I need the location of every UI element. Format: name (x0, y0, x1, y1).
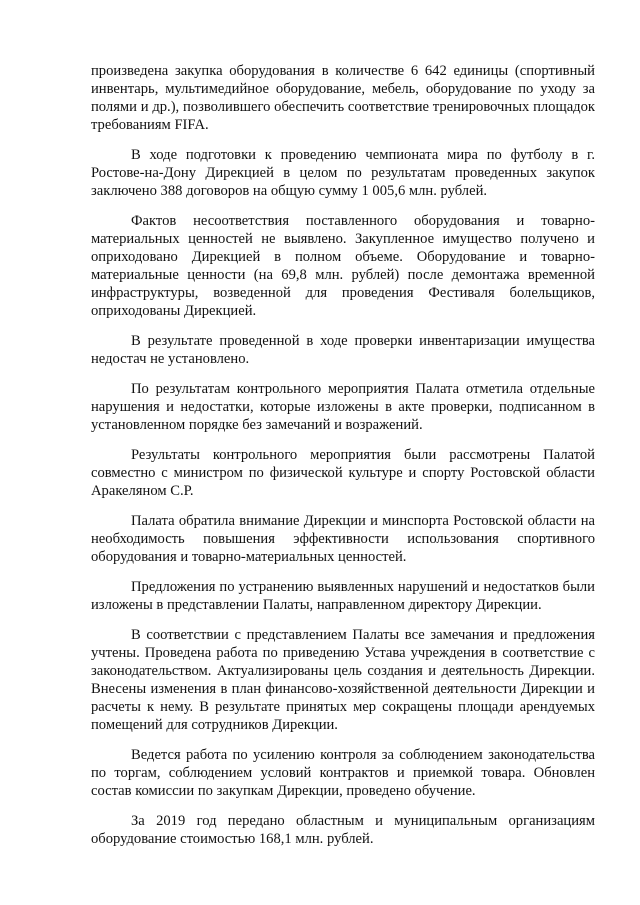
paragraph-inventory: В результате проведенной в ходе проверки инвентаризации имущества недостач не установлено. (91, 333, 595, 367)
paragraph-no-violations: Фактов несоответствия поставленного оборудования и товарно-материальных ценностей не выявлено. Закупленное имущество получено и оприходовано Дирекцией в полном объеме. Оборудование и товарно-материальные ценности (на 69,8 млн. рублей) после демонтажа временной инфраструктуры, возведенной для проведения Фестиваля болельщиков, оприходованы Дирекцией. (91, 213, 595, 319)
paragraph-review: Результаты контрольного мероприятия были рассмотрены Палатой совместно с министром по физической культуре и спорту Ростовской области Аракеляном С.Р. (91, 447, 595, 499)
paragraph-measures-taken: В соответствии с представлением Палаты все замечания и предложения учтены. Проведена работа по приведению Устава учреждения в соответствие с законодательством. Актуализированы цель создания и деятельность Дирекции. Внесены изменения в план финансово-хозяйственной деятельности Дирекции и расчеты к нему. В результате принятых мер сокращены площади арендуемых помещений для сотрудников Дирекции. (91, 627, 595, 733)
paragraph-contracts-summary: В ходе подготовки к проведению чемпионата мира по футболу в г. Ростове-на-Дону Дирекцией в целом по результатам проведенных закупок заключено 388 договоров на общую сумму 1 005,6 млн. рублей. (91, 147, 595, 199)
paragraph-equipment-purchase: произведена закупка оборудования в количестве 6 642 единицы (спортивный инвентарь, мультимедийное оборудование, мебель, оборудование по уходу за полями и др.), позволившего обеспечить соответствие тренировочных площадок требованиям FIFA. (91, 63, 595, 133)
paragraph-proposals: Предложения по устранению выявленных нарушений и недостатков были изложены в представлении Палаты, направленном директору Дирекции. (91, 579, 595, 613)
paragraph-control-work: Ведется работа по усилению контроля за соблюдением законодательства по торгам, соблюдением условий контрактов и приемкой товара. Обновлен состав комиссии по закупкам Дирекции, проведено обучение. (91, 747, 595, 799)
paragraph-transfer-2019: За 2019 год передано областным и муниципальным организациям оборудование стоимостью 168,1 млн. рублей. (91, 813, 595, 847)
paragraph-findings: По результатам контрольного мероприятия Палата отметила отдельные нарушения и недостатки, которые изложены в акте проверки, подписанном в установленном порядке без замечаний и возражений. (91, 381, 595, 433)
document-body (91, 62, 595, 860)
paragraph-attention: Палата обратила внимание Дирекции и минспорта Ростовской области на необходимость повышения эффективности использования спортивного оборудования и товарно-материальных ценностей. (91, 513, 595, 565)
